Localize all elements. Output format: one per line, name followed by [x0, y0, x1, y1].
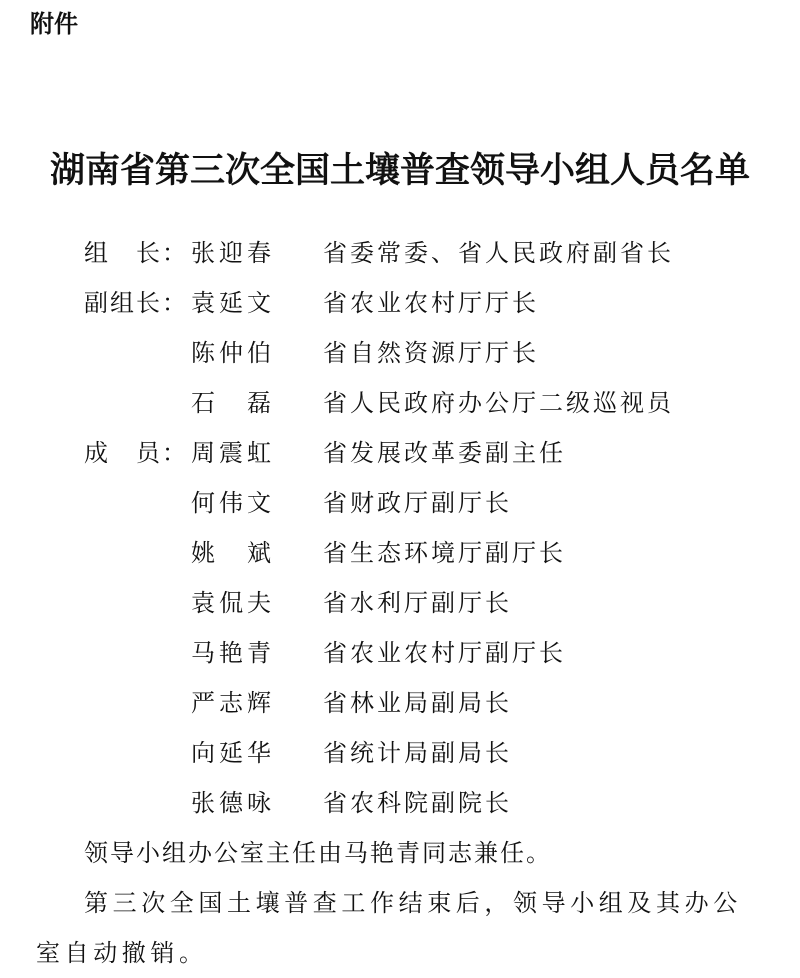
member-name: 马艳青: [191, 639, 275, 667]
dissolution-paragraph: 第三次全国土壤普查工作结束后，领导小组及其办公室自动撤销。: [36, 889, 742, 967]
member-position: 省林业局副局长: [323, 689, 512, 717]
roster-row-member: [0, 578, 800, 628]
member-position: 省农业农村厅副厅长: [323, 639, 566, 667]
roster-row-member: [0, 628, 800, 678]
member-position: 省水利厅副厅长: [323, 589, 512, 617]
member-name: 周震虹: [191, 439, 275, 467]
document-title: 湖南省第三次全国土壤普查领导小组人员名单: [49, 151, 750, 192]
office-director-paragraph: 领导小组办公室主任由马艳青同志兼任。: [84, 839, 552, 867]
roster-row-member: [0, 428, 800, 478]
roster-row-deputy-leader: [0, 328, 800, 378]
roster-row-member: [0, 678, 800, 728]
member-roster: [0, 228, 800, 828]
member-name: 姚 斌: [191, 539, 275, 567]
member-position: 省委常委、省人民政府副省长: [323, 239, 674, 267]
roster-row-member: [0, 728, 800, 778]
member-position: 省财政厅副厅长: [323, 489, 512, 517]
member-position: 省生态环境厅副厅长: [323, 539, 566, 567]
member-position: 省发展改革委副主任: [323, 439, 566, 467]
role-label: 成 员：: [84, 439, 188, 467]
member-position: 省统计局副局长: [323, 739, 512, 767]
role-label: 组 长：: [84, 239, 188, 267]
member-position: 省自然资源厅厅长: [323, 339, 539, 367]
member-position: 省农业农村厅厅长: [323, 289, 539, 317]
member-name: 何伟文: [191, 489, 275, 517]
roster-row-leader: [0, 228, 800, 278]
member-position: 省农科院副院长: [323, 789, 512, 817]
member-name: 张迎春: [191, 239, 275, 267]
member-name: 向延华: [191, 739, 275, 767]
roster-row-member: [0, 478, 800, 528]
roster-row-member: [0, 778, 800, 828]
roster-row-deputy-leader: [0, 278, 800, 328]
member-name: 陈仲伯: [191, 339, 275, 367]
roster-row-deputy-leader: [0, 378, 800, 428]
roster-row-member: [0, 528, 800, 578]
attachment-label: 附件: [30, 10, 78, 38]
member-position: 省人民政府办公厅二级巡视员: [323, 389, 674, 417]
member-name: 严志辉: [191, 689, 275, 717]
member-name: 张德咏: [191, 789, 275, 817]
member-name: 袁延文: [191, 289, 275, 317]
member-name: 袁侃夫: [191, 589, 275, 617]
member-name: 石 磊: [191, 389, 275, 417]
role-label: 副组长：: [84, 289, 188, 317]
